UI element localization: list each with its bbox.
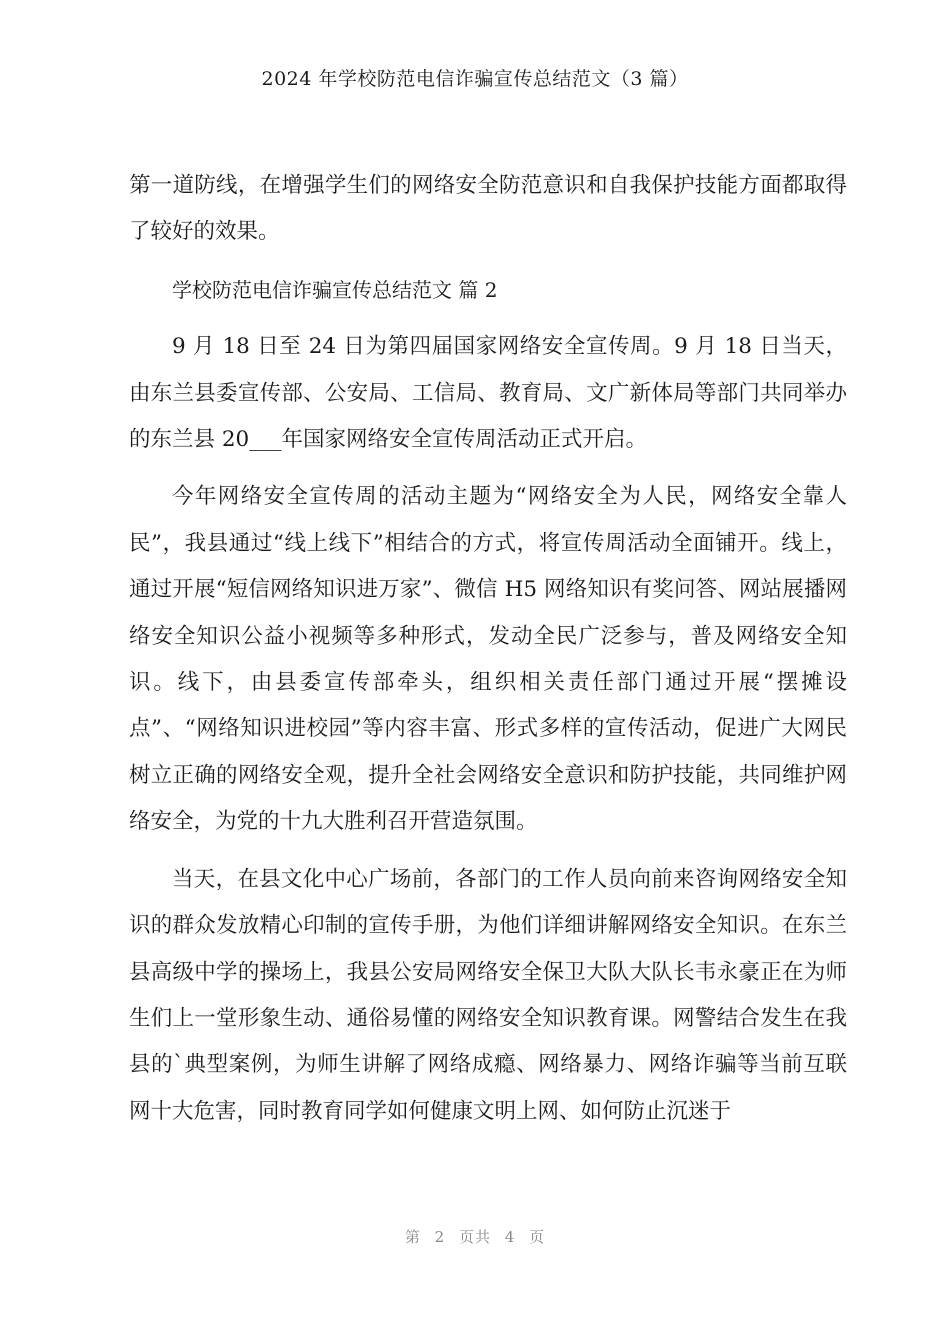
page-number-footer: 第 2 页共 4 页: [404, 1228, 546, 1246]
paragraph-continuation: 第一道防线，在增强学生们的网络安全防范意识和自我保护技能方面都取得了较好的效果。: [129, 173, 847, 245]
page-title: 2024 年学校防范电信诈骗宣传总结范文（3 篇）: [261, 68, 689, 90]
paragraph: 当天，在县文化中心广场前，各部门的工作人员向前来咨询网络安全知识的群众发放精心印制的宣传手册，为他们详细讲解网络安全知识。在东兰县高级中学的操场上，我县公安局网络安全保卫大队大队长韦永豪正在为师生们上一堂形象生动、通俗易懂的网络安全知识教育课。网警结合发生在我县的`典型案例，为师生讲解了网络成瘾、网络暴力、网络诈骗等当前互联网十大危害，同时教育同学如何健康文明上网、如何防止沉迷于: [129, 866, 847, 1124]
paragraph: 今年网络安全宣传周的活动主题为“网络安全为人民，网络安全靠人民”，我县通过“线上线下”相结合的方式，将宣传周活动全面铺开。线上，通过开展“短信网络知识进万家”、微信 H5 网络知识有奖问答、网站展播网络安全知识公益小视频等多种形式，发动全民广泛参与，普及网络安全知识。线下，由县委宣传部牵头，组织相关责任部门通过开展“摆摊设点”、“网络知识进校园”等内容丰富、形式多样的宣传活动，促进广大网民树立正确的网络安全观，提升全社会网络安全意识和防护技能，共同维护网络安全，为党的十九大胜利召开营造氛围。: [129, 484, 847, 835]
document-body: [129, 163, 847, 1146]
paragraph: 9 月 18 日至 24 日为第四届国家网络安全宣传周。9 月 18 日当天，由东兰县委宣传部、公安局、工信局、教育局、文广新体局等部门共同举办的东兰县 20___年国家网络安全宣传周活动正式开启。: [129, 334, 847, 453]
section-heading: 学校防范电信诈骗宣传总结范文 篇 2: [172, 277, 498, 302]
